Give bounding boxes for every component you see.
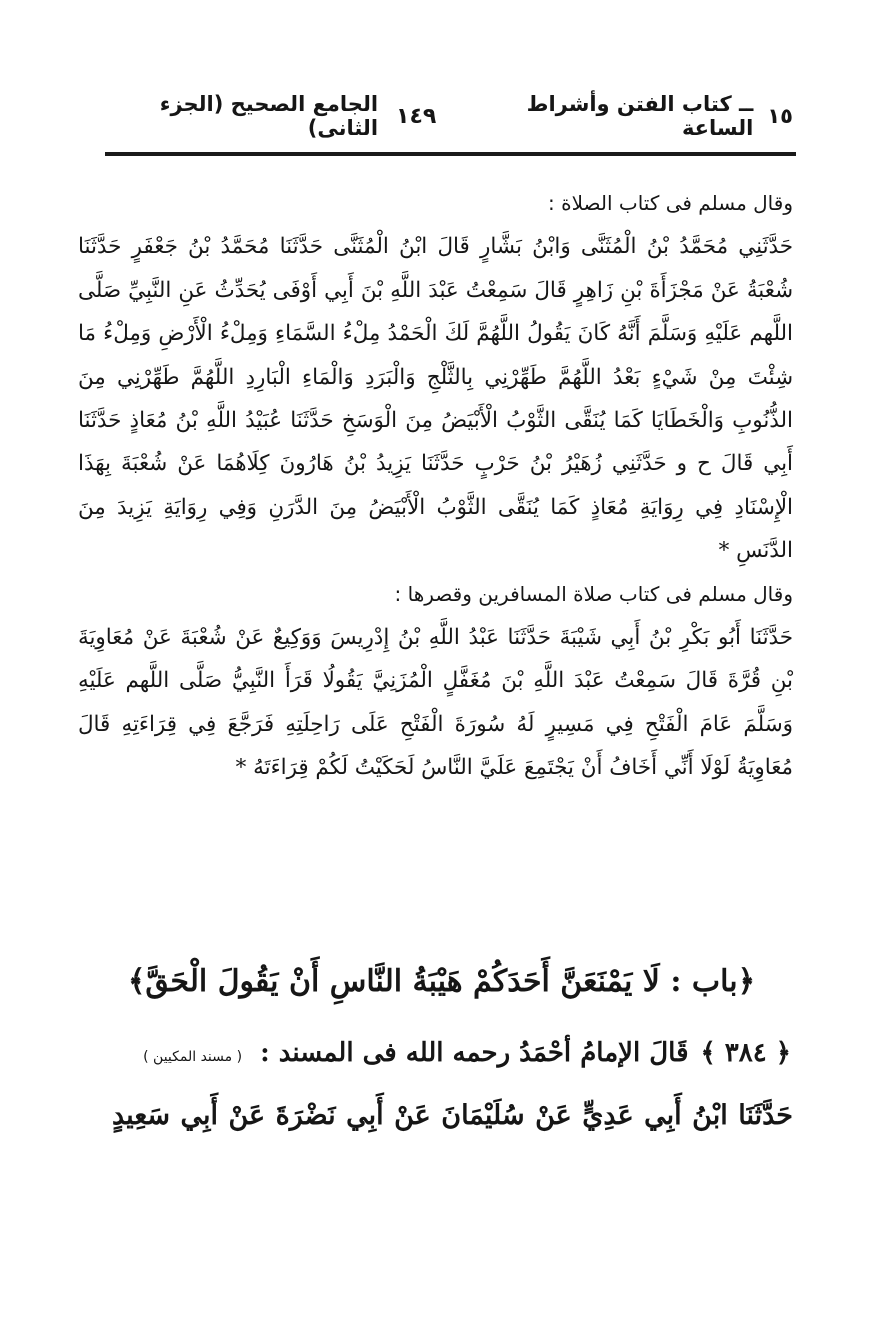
hadith-intro: قَالَ الإمامُ أحْمَدُ رحمه الله فى المسند : xyxy=(260,1038,689,1068)
section-2-intro: وقال مسلم فى كتاب صلاة المسافرين وقصرها : xyxy=(394,581,793,606)
section-2-text: حَدَّثَنَا أَبُو بَكْرِ بْنُ أَبِي شَيْبَةَ حَدَّثَنَا عَبْدُ اللَّهِ بْنُ إِدْرِيسَ وَوَكِيعٌ عَنْ شُعْبَةَ عَنْ مُعَاوِيَةَ بْنِ قُرَّةَ قَالَ سَمِعْتُ عَبْدَ اللَّهِ بْنَ مُغَفَّلٍ الْمُزَنِيَّ يَقُولُا قَرَأَ النَّبِيُّ صَلَّى اللَّهم عَلَيْهِ وَسَلَّمَ عَامَ الْفَتْحِ فِي مَسِيرٍ لَهُ سُورَةَ الْفَتْحِ عَلَى رَاحِلَتِهِ فَرَجَّعَ فِي قِرَاءَتِهِ قَالَ مُعَاوِيَةُ لَوْلَا أَنِّي أَخَافُ أَنْ يَجْتَمِعَ عَلَيَّ النَّاسُ لَحَكَيْتُ لَكُمْ قِرَاءَتَهُ * xyxy=(78,625,793,781)
main-text xyxy=(78,182,793,790)
section-1-text: حَدَّثَنِي مُحَمَّدُ بْنُ الْمُثَنَّى وَابْنُ بَشَّارٍ قَالَ ابْنُ الْمُثَنَّى حَدَّثَنَا مُحَمَّدُ بْنُ جَعْفَرٍ حَدَّثَنَا شُعْبَةُ عَنْ مَجْزَأَةَ بْنِ زَاهِرٍ قَالَ سَمِعْتُ عَبْدَ اللَّهِ بْنَ أَبِي أَوْفَى يُحَدِّثُ عَنِ النَّبِيِّ صَلَّى اللَّهم عَلَيْهِ وَسَلَّمَ أَنَّهُ كَانَ يَقُولُ اللَّهُمَّ لَكَ الْحَمْدُ مِلْءُ السَّمَاءِ وَمِلْءُ الْأَرْضِ وَمِلْءُ مَا شِئْتَ مِنْ شَيْءٍ بَعْدُ اللَّهُمَّ طَهِّرْنِي بِالثَّلْجِ وَالْبَرَدِ وَالْمَاءِ الْبَارِدِ اللَّهُمَّ طَهِّرْنِي مِنَ الذُّنُوبِ وَالْخَطَايَا كَمَا يُنَقَّى الثَّوْبُ الْأَبْيَضُ مِنَ الْوَسَخِ حَدَّثَنَا عُبَيْدُ اللَّهِ بْنُ مُعَاذٍ حَدَّثَنَا أَبِي قَالَ ح و حَدَّثَنِي زُهَيْرُ بْنُ حَرْبٍ حَدَّثَنَا يَزِيدُ بْنُ هَارُونَ كِلَاهُمَا عَنْ شُعْبَةَ بِهَذَا الْإِسْنَادِ فِي رِوَايَةِ مُعَاذٍ كَمَا يُنَقَّى الثَّوْبُ الْأَبْيَضُ مِنَ الدَّرَنِ وَفِي رِوَايَةِ يَزِيدَ مِنَ الدَّنَسِ * xyxy=(78,234,793,564)
hadith-header xyxy=(82,1038,791,1068)
book-title: الجامع الصحيح (الجزء الثانى) xyxy=(159,92,379,140)
bab-heading: ﴿باب : لَا يَمْنَعَنَّ أَحَدَكُمْ هَيْبَةُ النَّاسِ أَنْ يَقُولَ الْحَقَّ﴾ xyxy=(127,964,756,999)
hadith-first-line: حَدَّثَنَا ابْنُ أَبِي عَدِيٍّ عَنْ سُلَيْمَانَ عَنْ أَبِي نَضْرَةَ عَنْ أَبِي سَعِيدٍ xyxy=(112,1100,793,1131)
hadith-source: ( مسند المكيين ) xyxy=(143,1049,243,1065)
chapter-number: ١٥ xyxy=(767,104,793,128)
chapter-title: ــ كتاب الفتن وأشراط الساعة xyxy=(526,92,754,140)
section-1-intro: وقال مسلم فى كتاب الصلاة : xyxy=(548,191,793,215)
header-chapter xyxy=(378,92,793,140)
header-rule xyxy=(105,152,796,156)
page-number: ١٤٩ xyxy=(396,103,437,129)
hadith-number: ﴿ ٣٨٤ ﴾ xyxy=(700,1038,791,1068)
page-header xyxy=(96,92,793,140)
